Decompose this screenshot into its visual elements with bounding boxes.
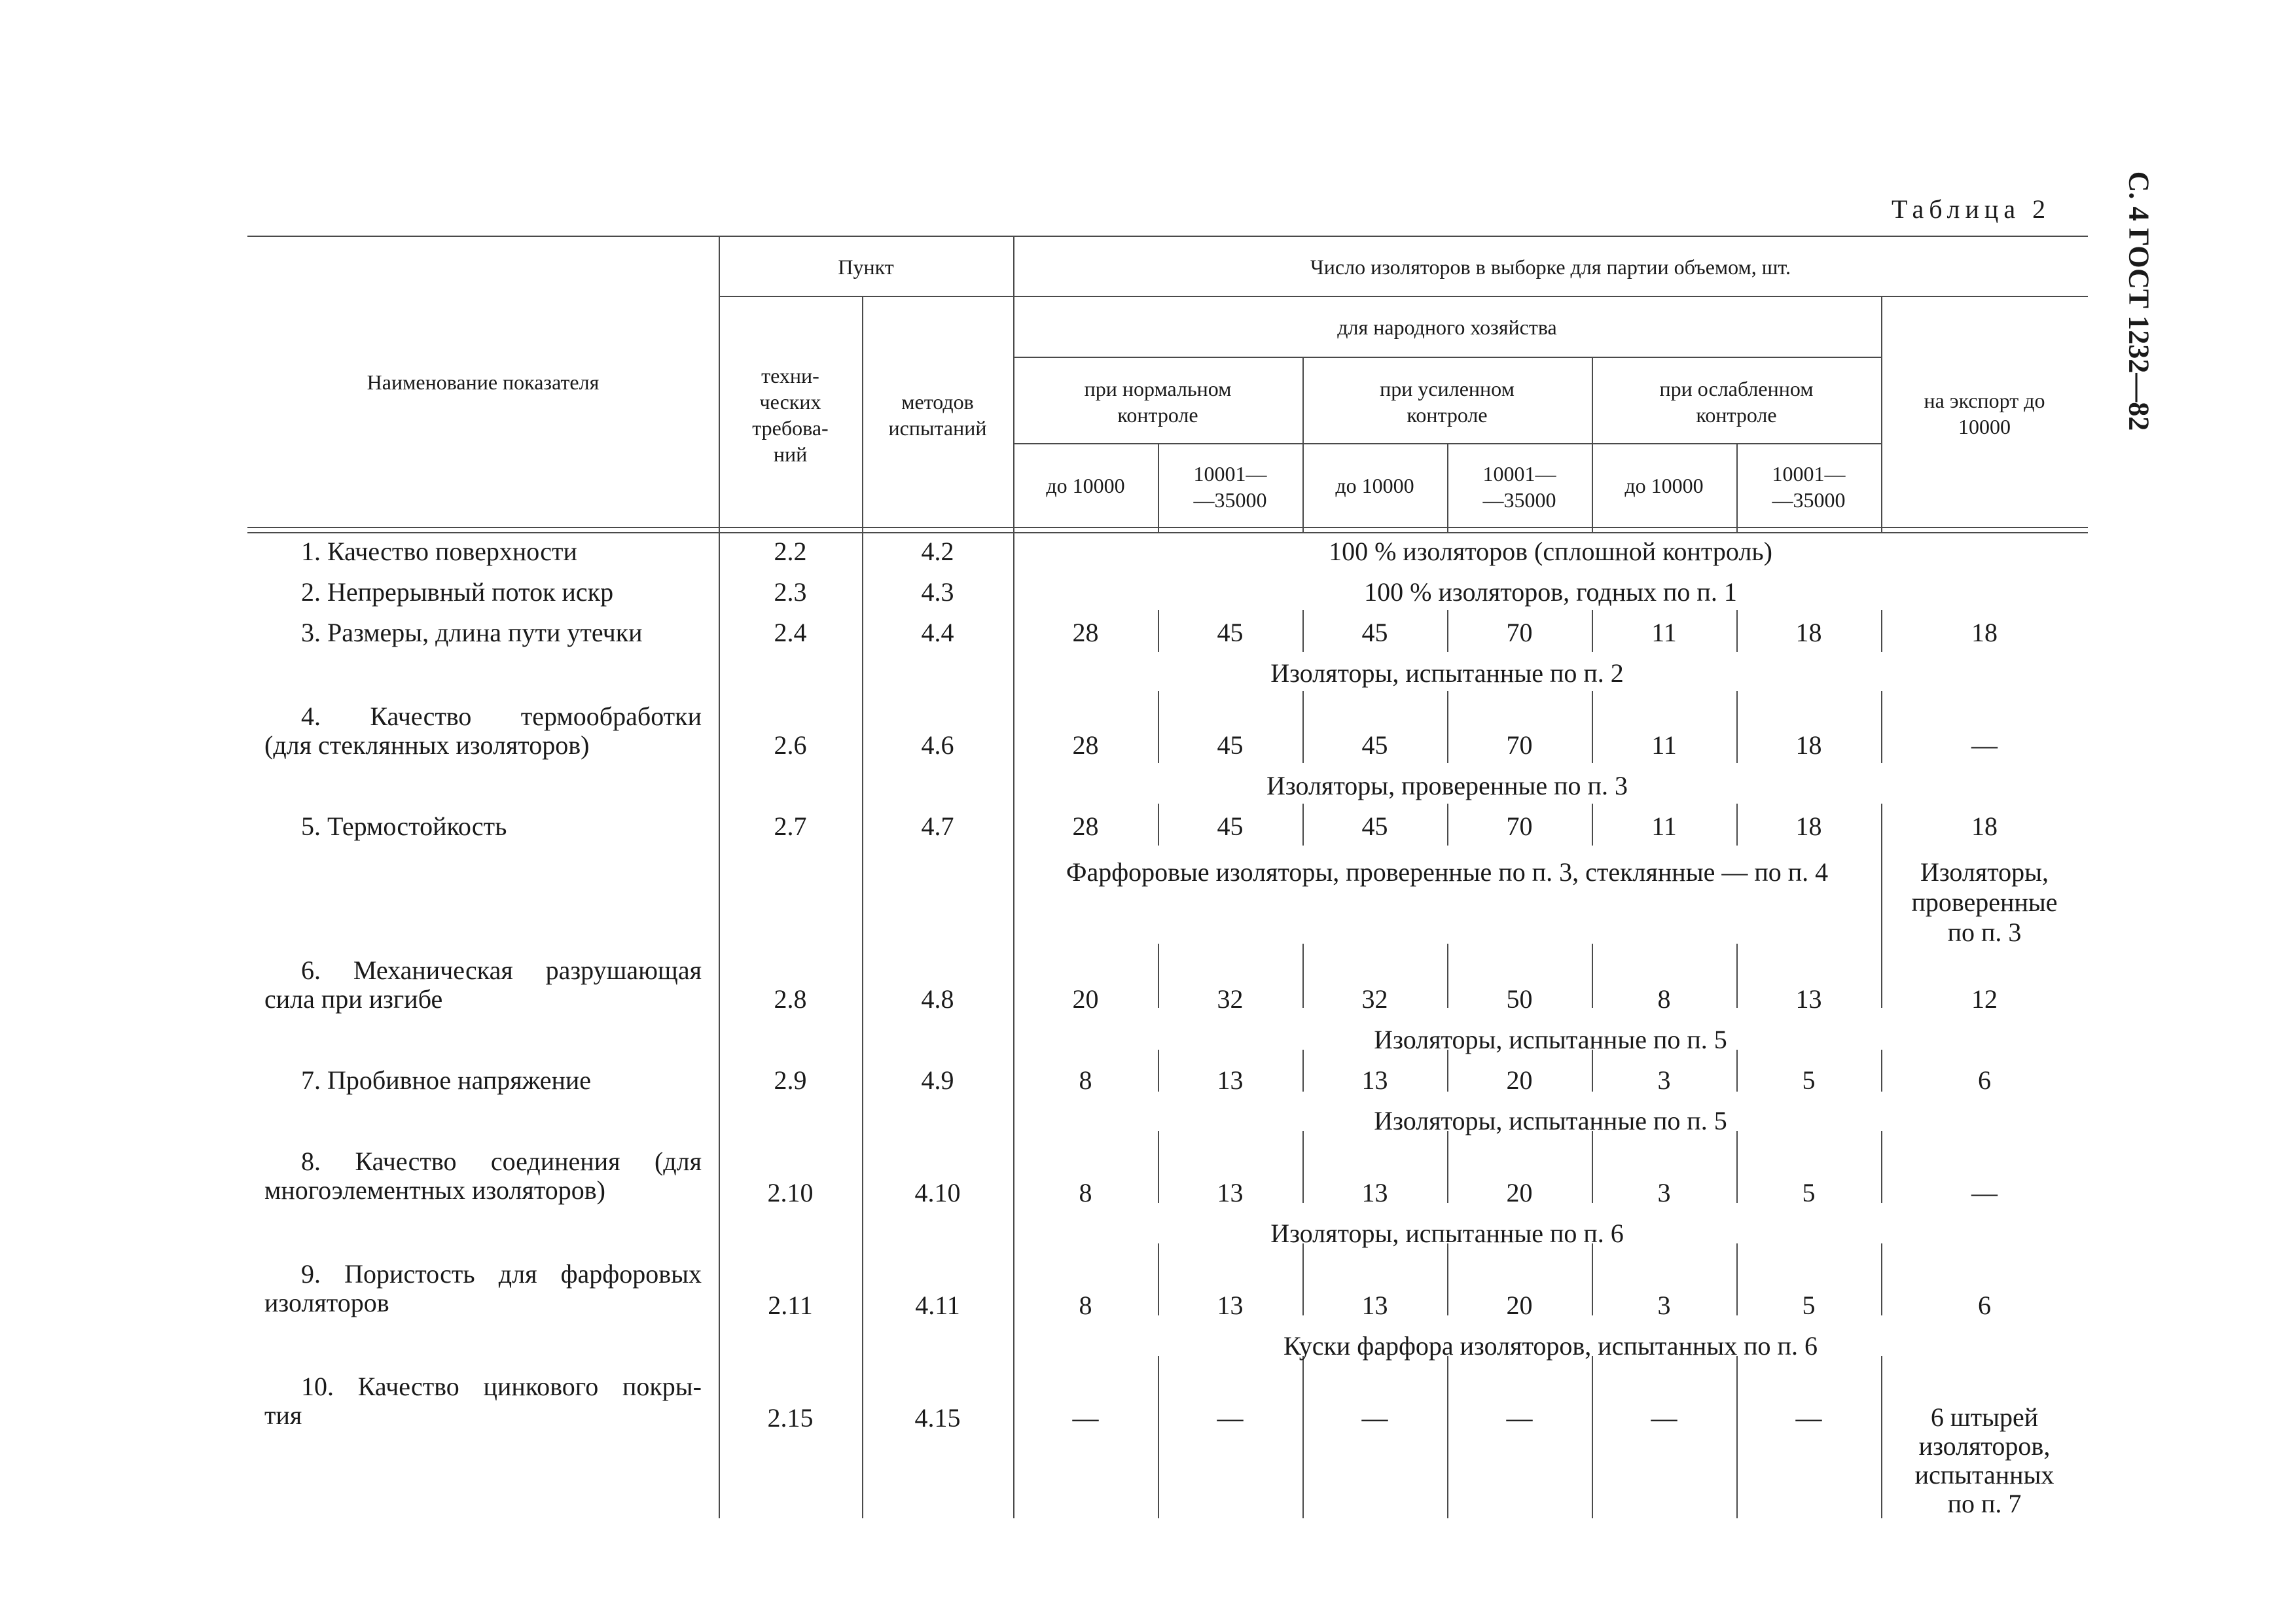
row10-method: 4.15	[914, 1403, 961, 1433]
row6-name-line1: 6. Механическая разрушающая	[301, 955, 702, 985]
row3-value-6: 18	[1795, 618, 1822, 647]
row4-value-2: 45	[1217, 730, 1244, 760]
row6-value-1: 20	[1072, 984, 1099, 1014]
row5-name: 5. Термостойкость	[301, 812, 507, 841]
row7-value-2: 13	[1217, 1065, 1244, 1095]
row9-value-7: 6	[1978, 1291, 1991, 1320]
rule-under-domestic	[1013, 357, 1881, 358]
row9-value-1: 8	[1079, 1291, 1092, 1320]
row1-span-note: 100 % изоляторов (сплошной контроль)	[1329, 537, 1772, 566]
row9-name-line2: изоляторов	[264, 1288, 389, 1317]
row5-method: 4.7	[921, 812, 954, 841]
row3-value-3: 45	[1361, 618, 1388, 647]
row3-tech: 2.4	[774, 618, 807, 647]
row5-value-1: 28	[1072, 812, 1099, 841]
row4-value-3: 45	[1361, 730, 1388, 760]
row6-value-3: 32	[1361, 984, 1388, 1014]
row6-note: Фарфоровые изоляторы, проверенные по п. 3, стеклянные — по п. 4	[1066, 857, 1829, 887]
row10-export-note: 6 штырей изоляторов, испытанных по п. 7	[1914, 1402, 2054, 1518]
row3-value-1: 28	[1072, 618, 1099, 647]
row5-value-6: 18	[1795, 812, 1822, 841]
header-sample-count: Число изоляторов в выборке для партии объемом, шт.	[1310, 255, 1791, 279]
value-col-rule-7-0	[1158, 1356, 1159, 1518]
value-col-rule-7-2	[1447, 1356, 1448, 1518]
row5-value-2: 45	[1217, 812, 1244, 841]
header-normal-control: при нормальном контроле	[1084, 377, 1232, 427]
row3-value-5: 11	[1651, 618, 1677, 647]
row6-value-2: 32	[1217, 984, 1244, 1014]
row2-tech: 2.3	[774, 577, 807, 607]
row8-name-line1: 8. Качество соединения (для	[301, 1147, 702, 1176]
row5-value-7: 18	[1971, 812, 1998, 841]
row5-note: Изоляторы, проверенные по п. 3	[1266, 771, 1628, 800]
row8-value-7: —	[1971, 1178, 1998, 1207]
row8-method: 4.10	[914, 1178, 961, 1207]
row10-name-line2: тия	[264, 1400, 302, 1430]
row4-value-4: 70	[1506, 730, 1533, 760]
row9-note: Изоляторы, испытанные по п. 6	[1270, 1219, 1624, 1248]
row5-value-5: 11	[1651, 812, 1677, 841]
header-reduced-range: 10001— —35000	[1772, 462, 1846, 512]
row9-value-6: 5	[1802, 1291, 1816, 1320]
row10-value-6: —	[1795, 1403, 1822, 1433]
row3-value-4: 70	[1506, 618, 1533, 647]
value-col-rule-7-1	[1302, 1356, 1304, 1518]
header-bottom-rule-1	[247, 527, 2088, 528]
row10-name-line1: 10. Качество цинкового покры-	[301, 1372, 702, 1401]
row9-value-2: 13	[1217, 1291, 1244, 1320]
header-test-methods: методов испытаний	[888, 390, 987, 440]
row4-tech: 2.6	[774, 730, 807, 760]
header-tightened-control: при усиленном контроле	[1380, 377, 1515, 427]
row4-value-6: 18	[1795, 730, 1822, 760]
row9-tech: 2.11	[768, 1291, 813, 1320]
row10-tech: 2.15	[767, 1403, 814, 1433]
row1-tech: 2.2	[774, 537, 807, 566]
row4-method: 4.6	[921, 730, 954, 760]
row4-value-7: —	[1971, 730, 1998, 760]
header-reduced-upto: до 10000	[1624, 474, 1704, 497]
row6-value-6: 13	[1795, 984, 1822, 1014]
row1-method: 4.2	[921, 537, 954, 566]
row8-name-line2: многоэлементных изоляторов)	[264, 1175, 605, 1205]
header-bottom-rule-2	[247, 532, 2088, 533]
row7-name: 7. Пробивное напряжение	[301, 1065, 592, 1095]
row9-method: 4.11	[915, 1291, 960, 1320]
row10-note: Куски фарфора изоляторов, испытанных по п. 6	[1283, 1331, 1818, 1361]
value-col-rule-7-4	[1736, 1356, 1738, 1518]
row10-value-2: —	[1217, 1403, 1244, 1433]
row2-span-note: 100 % изоляторов, годных по п. 1	[1364, 577, 1737, 607]
row8-tech: 2.10	[767, 1178, 814, 1207]
row4-value-5: 11	[1651, 730, 1677, 760]
row2-name: 2. Непрерывный поток искр	[301, 577, 614, 607]
rule-under-punkt	[719, 296, 2088, 297]
row6-value-7: 12	[1971, 984, 1998, 1014]
row8-value-5: 3	[1657, 1178, 1671, 1207]
row7-method: 4.9	[921, 1065, 954, 1095]
row3-name: 3. Размеры, длина пути утечки	[301, 618, 643, 647]
body-vrule-tech	[862, 533, 863, 1518]
row4-value-1: 28	[1072, 730, 1099, 760]
row7-tech: 2.9	[774, 1065, 807, 1095]
header-tech-req: техни- ческих требова- ний	[752, 364, 829, 466]
value-col-rule-7-3	[1592, 1356, 1593, 1518]
row7-value-1: 8	[1079, 1065, 1092, 1095]
row10-value-4: —	[1506, 1403, 1533, 1433]
row10-value-3: —	[1361, 1403, 1388, 1433]
row2-method: 4.3	[921, 577, 954, 607]
row9-value-4: 20	[1506, 1291, 1533, 1320]
row8-value-4: 20	[1506, 1178, 1533, 1207]
row5-value-3: 45	[1361, 812, 1388, 841]
row3-value-7: 18	[1971, 618, 1998, 647]
row7-value-5: 3	[1657, 1065, 1671, 1095]
row9-name-line1: 9. Пористость для фарфоровых	[301, 1259, 702, 1289]
row8-value-1: 8	[1079, 1178, 1092, 1207]
row6-export-note: Изоляторы, проверенные по п. 3	[1911, 857, 2058, 947]
row10-value-1: —	[1072, 1403, 1099, 1433]
row6-tech: 2.8	[774, 984, 807, 1014]
header-domestic: для народного хозяйства	[1337, 315, 1557, 339]
header-tight-upto: до 10000	[1335, 474, 1414, 497]
header-name: Наименование показателя	[367, 370, 600, 394]
row8-note: Изоляторы, испытанные по п. 5	[1374, 1106, 1727, 1135]
row9-value-3: 13	[1361, 1291, 1388, 1320]
side-page-header: С. 4 ГОСТ 1232—82	[2123, 171, 2155, 431]
row4-note: Изоляторы, испытанные по п. 2	[1270, 658, 1624, 688]
header-punkt: Пункт	[838, 255, 894, 279]
row5-value-4: 70	[1506, 812, 1533, 841]
table-top-rule	[247, 236, 2088, 237]
header-normal-range: 10001— —35000	[1193, 462, 1267, 512]
row1-name: 1. Качество поверхности	[301, 537, 577, 566]
row6-method: 4.8	[921, 984, 954, 1014]
row4-name-line2: (для стеклянных изоляторов)	[264, 730, 590, 760]
row7-value-4: 20	[1506, 1065, 1533, 1095]
row7-value-6: 5	[1802, 1065, 1816, 1095]
table-label: Таблица 2	[1892, 194, 2051, 224]
row6-value-4: 50	[1506, 984, 1533, 1014]
row8-value-2: 13	[1217, 1178, 1244, 1207]
row5-tech: 2.7	[774, 812, 807, 841]
row8-value-3: 13	[1361, 1178, 1388, 1207]
body-vrule-name	[719, 533, 720, 1518]
row4-name-line1: 4. Качество термообработки	[301, 702, 702, 731]
header-reduced-control: при ослабленном контроле	[1659, 377, 1814, 427]
row9-value-5: 3	[1657, 1291, 1671, 1320]
row7-value-3: 13	[1361, 1065, 1388, 1095]
header-export: на экспорт до 10000	[1924, 389, 2045, 438]
row3-value-2: 45	[1217, 618, 1244, 647]
row8-value-6: 5	[1802, 1178, 1816, 1207]
row10-value-5: —	[1651, 1403, 1677, 1433]
row7-note: Изоляторы, испытанные по п. 5	[1374, 1025, 1727, 1054]
row3-method: 4.4	[921, 618, 954, 647]
row6-name-line2: сила при изгибе	[264, 984, 443, 1014]
header-tight-range: 10001— —35000	[1482, 462, 1556, 512]
row7-value-7: 6	[1978, 1065, 1991, 1095]
row6-value-5: 8	[1657, 984, 1671, 1014]
header-normal-upto: до 10000	[1046, 474, 1125, 497]
